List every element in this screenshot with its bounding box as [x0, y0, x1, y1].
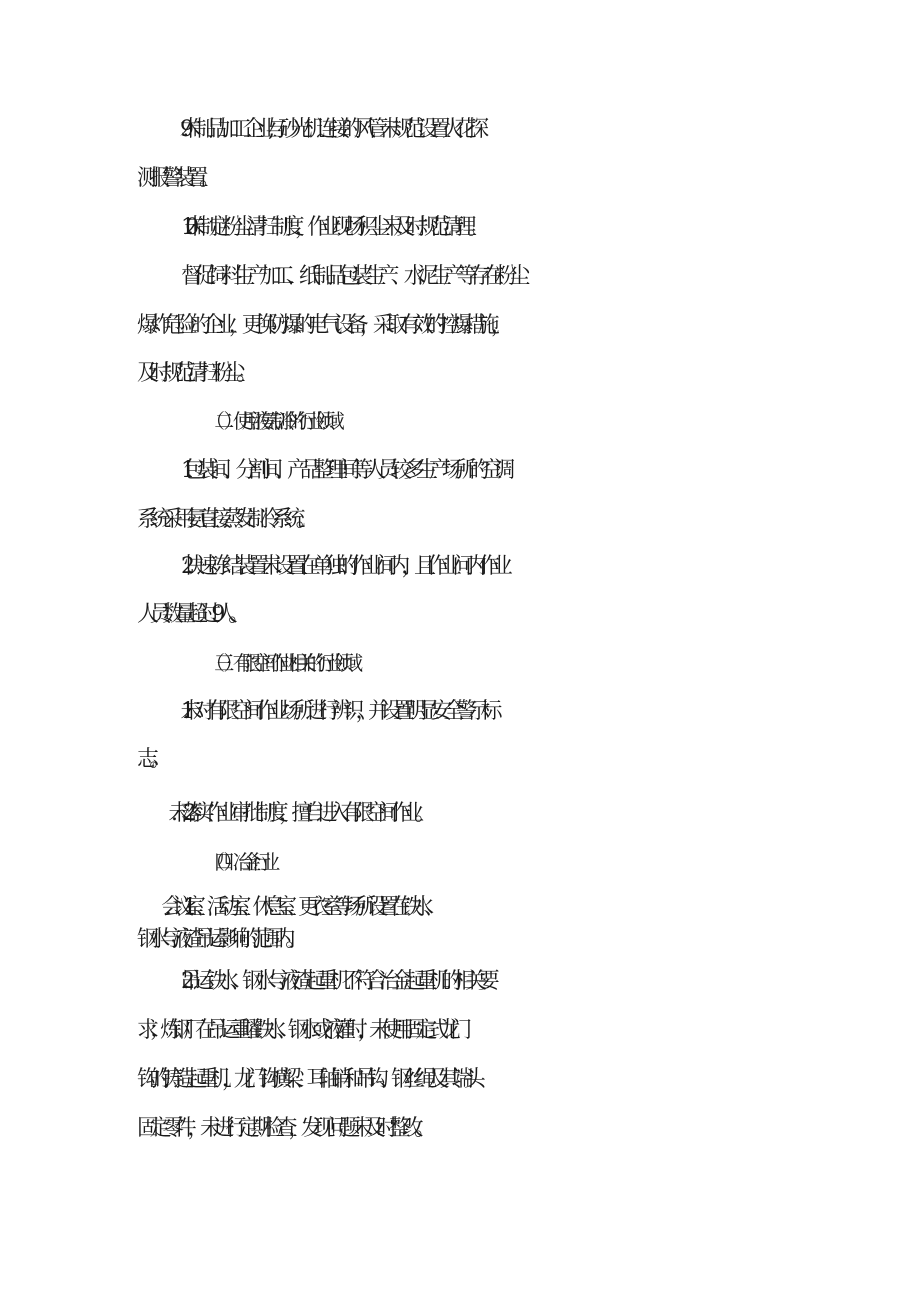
paragraph-line: 求；炼钢厂在吊运重曜铁水、钢水或液灌时，未使用固定式龙门 — [137, 1018, 462, 1043]
paragraph-line: 1.包装间、分割间、产品整理间等人员较多生产场所的空调 — [181, 458, 507, 483]
paragraph-line: 爆炸危险的企业，更换防爆的电气设备，采取有效的控爆措施， — [137, 313, 504, 338]
paragraph-line: 系统采用氨直接蒸发制冷系统。 — [137, 507, 308, 532]
paragraph-line-item-10: 10 .未制定粉尘清扫制度，作业现场积尘未及时规范清理。 — [181, 215, 480, 240]
paragraph-line: 2 .未落实作业审批制度，擅自进入有限空间作业。 — [183, 801, 427, 826]
paragraph-line: 钢水与液渣吊运影响的范围内。 — [137, 927, 297, 952]
section-heading-ammonia: （二）使用液氨制冷的行业领域 — [205, 409, 334, 433]
paragraph-line: 2.快速冻结装置未设置在单独的作业间内，且作业问内作业 — [181, 554, 504, 579]
section-heading-metallurgy: （四）冶金行业 — [205, 850, 270, 874]
paragraph-line: 固定零件，未进行定期检查，发现问题未及时整改。 — [137, 1116, 427, 1141]
section-heading-confined-space: （三）有限空间作业相关的行业领域 — [205, 651, 353, 675]
paragraph-line: 督促饲料生产加工、纸制品包装生产、水泥生产等存在粉尘 — [181, 264, 522, 289]
paragraph-line: 1 .未对有限空间作业场所进行辨识，并设置明显安全警示标 — [181, 699, 493, 724]
paragraph-line-item-9: 9 .木制品加工企业,与砂光机连接的风管未规范设置火花探 — [180, 117, 480, 142]
paragraph-line: 测报警装置。 — [137, 166, 212, 191]
paragraph-line: 钩的铸造起重机，龙门钩横梁、耳轴销和吊钩、钢丝绳及其端头 — [137, 1067, 476, 1092]
paragraph-line: 1 .会议室、活动室、休息室、更衣室等场所设置在铁水、 — [183, 895, 435, 920]
paragraph-line: 2 .吊运铁水、钢水与液渣起重机不符合冶金起重机的相关要 — [181, 969, 491, 994]
paragraph-line: 及时规范清扫粉尘。 — [137, 361, 249, 386]
paragraph-line: 志。 — [137, 747, 162, 772]
paragraph-line: 人员数量超过9人。 — [137, 602, 241, 627]
